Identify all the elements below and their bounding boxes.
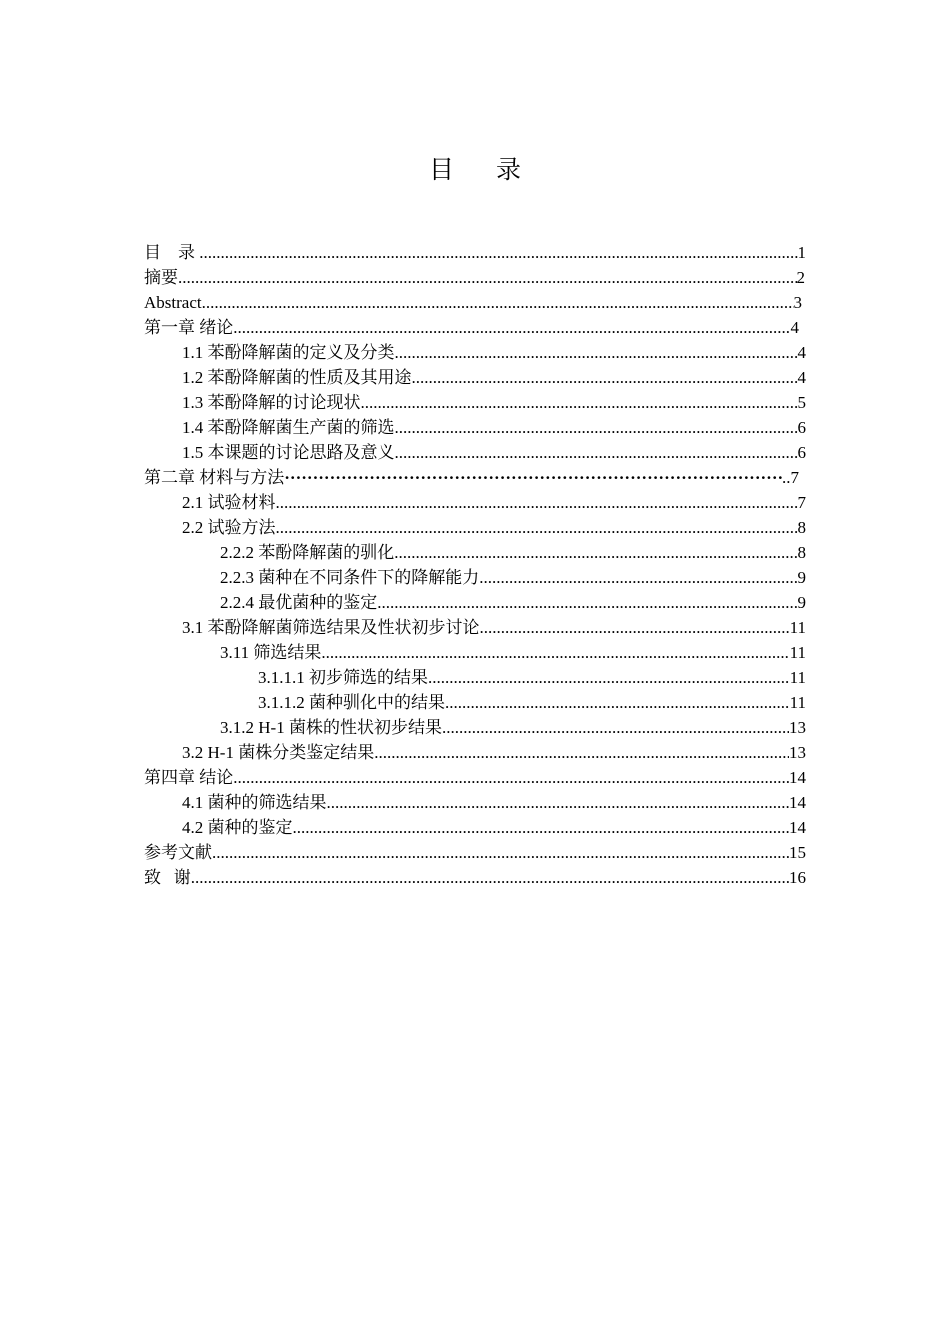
toc-dot-leader [394, 540, 797, 565]
toc-dot-leader [178, 265, 797, 290]
toc-entry-label: 第四章 结论 [144, 768, 234, 787]
toc-entry-page: 4 [790, 318, 799, 337]
toc-dot-leader [276, 515, 798, 540]
toc-dot-leader [233, 765, 789, 790]
toc-entry[interactable] [182, 440, 806, 465]
toc-entry[interactable] [182, 390, 806, 415]
toc-entry-page: 3 [793, 293, 802, 312]
toc-dot-leader [377, 590, 797, 615]
toc-dot-leader [191, 865, 789, 890]
toc-entry[interactable] [220, 590, 806, 615]
toc-entry[interactable] [182, 340, 806, 365]
toc-dot-leader [445, 690, 790, 715]
toc-entry-label: 1.3 苯酚降解的讨论现状 [182, 393, 361, 412]
toc-dot-leader [374, 740, 789, 765]
toc-dot-leader [395, 415, 798, 440]
toc-dot-leader [327, 790, 790, 815]
toc-entry[interactable] [182, 415, 806, 440]
toc-entry-label: 4.2 菌种的鉴定 [182, 818, 293, 837]
toc-entry-page: 11 [789, 693, 806, 712]
toc-entry[interactable] [182, 490, 806, 515]
toc-dot-leader [199, 240, 797, 265]
toc-entry-page: 6 [797, 443, 806, 462]
toc-entry-page: 9 [797, 568, 806, 587]
toc-entry[interactable] [182, 615, 806, 640]
toc-entry-page: 13 [789, 718, 806, 737]
toc-dot-leader [412, 365, 798, 390]
toc-entry[interactable] [144, 765, 806, 790]
toc-entry-label: 摘要 [144, 268, 178, 287]
toc-dot-leader [428, 665, 790, 690]
toc-entry[interactable] [182, 365, 806, 390]
toc-entry-label: 3.2 H-1 菌株分类鉴定结果 [182, 743, 375, 762]
toc-entry-label: 1.1 苯酚降解菌的定义及分类 [182, 343, 395, 362]
toc-entry[interactable] [144, 265, 805, 290]
toc-dot-leader [321, 640, 789, 665]
toc-entry[interactable] [144, 290, 802, 315]
toc-entry-label: 3.11 筛选结果 [220, 643, 322, 662]
toc-entry-page: 11 [789, 618, 806, 637]
toc-entry-page: 4 [797, 368, 806, 387]
toc-entry[interactable] [220, 715, 806, 740]
toc-dot-leader [395, 340, 798, 365]
toc-entry-label: 致 谢 [144, 868, 191, 887]
toc-entry-page: 14 [789, 793, 806, 812]
toc-entry[interactable] [258, 665, 806, 690]
toc-entry-page: 14 [789, 768, 806, 787]
toc-entry-label: 3.1 苯酚降解菌筛选结果及性状初步讨论 [182, 618, 480, 637]
toc-entry-label: 第一章 绪论 [144, 318, 234, 337]
toc-entry[interactable] [220, 565, 806, 590]
toc-entry[interactable] [220, 640, 806, 665]
toc-entry-page: 5 [797, 393, 806, 412]
toc-entry-label: 2.2 试验方法 [182, 518, 276, 537]
toc-entry-page: 14 [789, 818, 806, 837]
toc-dot-leader [479, 565, 797, 590]
toc-entry-label: 目 录 [144, 243, 200, 262]
toc-entry-page: 9 [797, 593, 806, 612]
toc-entry-label: 2.2.4 最优菌种的鉴定 [220, 593, 378, 612]
toc-entry-label: 1.5 本课题的讨论思路及意义 [182, 443, 395, 462]
toc-entry[interactable] [182, 515, 806, 540]
toc-entry-page: 7 [797, 493, 806, 512]
toc-entry-label: 3.1.2 H-1 菌株的性状初步结果 [220, 718, 442, 737]
toc-entry-label: 1.2 苯酚降解菌的性质及其用途 [182, 368, 412, 387]
toc-entry-page: 6 [797, 418, 806, 437]
toc-entry[interactable] [258, 690, 806, 715]
toc-dot-leader [361, 390, 798, 415]
toc-entry-page: 8 [797, 543, 806, 562]
toc-entry[interactable] [144, 465, 799, 490]
toc-entry[interactable] [220, 540, 806, 565]
toc-entry-page: 16 [789, 868, 806, 887]
toc-entry[interactable] [144, 240, 806, 265]
toc-entry-label: 参考文献 [144, 843, 212, 862]
toc-dot-leader [395, 440, 798, 465]
toc-entry-page: 11 [789, 668, 806, 687]
toc-entry-label: 4.1 菌种的筛选结果 [182, 793, 327, 812]
toc-entry-page: 11 [789, 643, 806, 662]
toc-entry-page: ..7 [782, 468, 799, 487]
toc-dot-leader [480, 615, 790, 640]
toc-dot-leader [202, 290, 794, 315]
toc-dot-leader [276, 490, 798, 515]
toc-entry-label: 2.2.2 苯酚降解菌的驯化 [220, 543, 395, 562]
toc-entry-page: 1 [797, 243, 806, 262]
toc-dot-leader [293, 815, 790, 840]
toc-entry-label: 3.1.1.2 菌种驯化中的结果 [258, 693, 445, 712]
toc-entry[interactable] [182, 790, 806, 815]
toc-entry-page: 4 [797, 343, 806, 362]
toc-entry-page: 15 [789, 843, 806, 862]
toc-entry[interactable] [182, 740, 806, 765]
page-title: 目 录 [429, 155, 538, 184]
toc-dot-leader [284, 465, 782, 490]
toc-entry-page: 13 [789, 743, 806, 762]
toc-entry-page: 2 [796, 268, 805, 287]
toc-dot-leader [212, 840, 789, 865]
toc-entry-label: 3.1.1.1 初步筛选的结果 [258, 668, 428, 687]
toc-entry-page: 8 [797, 518, 806, 537]
toc-entry-label: 1.4 苯酚降解菌生产菌的筛选 [182, 418, 395, 437]
toc-entry[interactable] [144, 840, 806, 865]
toc-entry-label: 2.1 试验材料 [182, 493, 276, 512]
toc-entry[interactable] [144, 865, 806, 890]
toc-dot-leader [233, 315, 790, 340]
toc-entry-label: Abstract [144, 293, 202, 312]
toc-entry-label: 第二章 材料与方法 [144, 468, 285, 487]
toc-entry[interactable] [144, 315, 799, 340]
toc-entry-label: 2.2.3 菌种在不同条件下的降解能力 [220, 568, 480, 587]
toc-dot-leader [442, 715, 789, 740]
toc-entry[interactable] [182, 815, 806, 840]
